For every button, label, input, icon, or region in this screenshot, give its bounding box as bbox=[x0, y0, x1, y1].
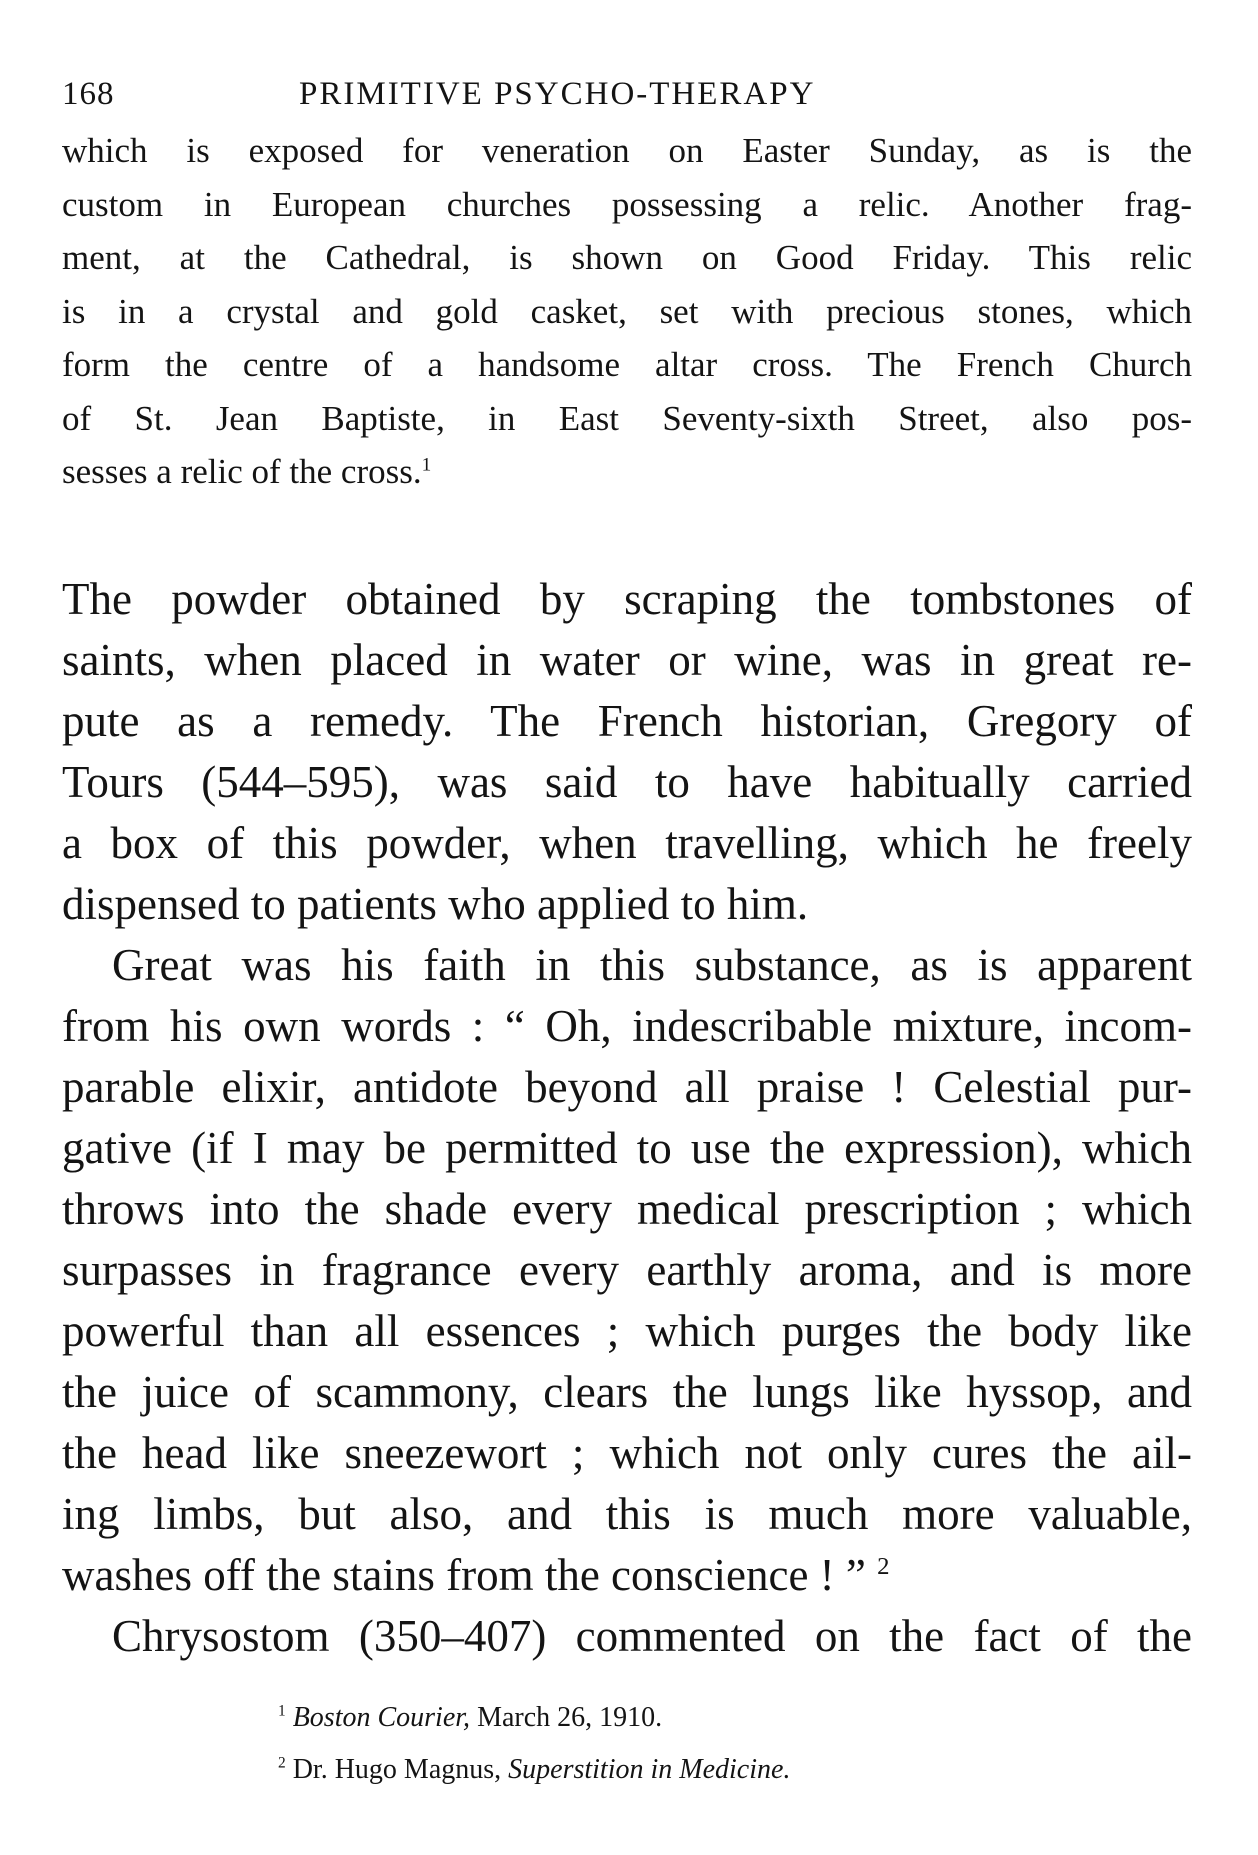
page-number: 168 bbox=[62, 76, 115, 112]
text-line: Tours (544–595), was said to have habitually carried bbox=[62, 757, 1192, 807]
paragraph-4 bbox=[62, 1606, 1192, 1667]
text-line: throws into the shade every medical prescription ; which bbox=[62, 1184, 1192, 1234]
running-title: PRIMITIVE PSYCHO-THERAPY bbox=[299, 76, 816, 112]
text-line: the head like sneezewort ; which not only cures the ail- bbox=[62, 1428, 1192, 1478]
text-line: saints, when placed in water or wine, was in great re- bbox=[62, 635, 1192, 685]
footnote-author: Dr. Hugo Magnus, bbox=[292, 1754, 509, 1785]
footnotes bbox=[278, 1692, 790, 1796]
text-line bbox=[62, 445, 1192, 499]
text-line: surpasses in fragrance every earthly aroma, and is more bbox=[62, 1245, 1192, 1295]
footnote-source-title: Boston Courier, bbox=[292, 1702, 471, 1733]
text-line: ing limbs, but also, and this is much more valuable, bbox=[62, 1489, 1192, 1539]
paragraph-3 bbox=[62, 935, 1192, 1606]
text-line: Chrysostom (350–407) commented on the fact of the bbox=[112, 1611, 1192, 1661]
text-line: dispensed to patients who applied to him. bbox=[62, 879, 809, 929]
footnote-1 bbox=[278, 1692, 790, 1744]
text-line: from his own words : “ Oh, indescribable mixture, incom- bbox=[62, 1001, 1192, 1051]
text-line: of St. Jean Baptiste, in East Seventy-sixth Street, also pos- bbox=[62, 398, 1192, 438]
text-line-content: washes off the stains from the conscience ! ” bbox=[62, 1550, 866, 1600]
text-line: which is exposed for veneration on Easter Sunday, as is the bbox=[62, 131, 1192, 170]
text-line: custom in European churches possessing a relic. Another frag- bbox=[62, 184, 1192, 224]
text-line: The powder obtained by scraping the tombstones of bbox=[62, 574, 1192, 624]
text-line-content: sesses a relic of the cross. bbox=[62, 452, 422, 491]
page-header bbox=[62, 76, 1192, 116]
text-line: form the centre of a handsome altar cross. The French Church bbox=[62, 345, 1192, 384]
text-line: the juice of scammony, clears the lungs like hyssop, and bbox=[62, 1367, 1192, 1417]
text-line: is in a crystal and gold casket, set with precious stones, which bbox=[62, 291, 1192, 331]
text-line bbox=[62, 1545, 1192, 1606]
footnote-ref-2[interactable]: 2 bbox=[877, 1553, 890, 1580]
text-line: Great was his faith in this substance, as is apparent bbox=[112, 940, 1192, 990]
text-line: ment, at the Cathedral, is shown on Good Friday. This relic bbox=[62, 238, 1192, 277]
footnote-ref-1[interactable]: 1 bbox=[421, 454, 432, 476]
text-line: gative (if I may be permitted to use the expression), which bbox=[62, 1123, 1192, 1173]
text-line: pute as a remedy. The French historian, Gregory of bbox=[62, 696, 1192, 746]
footnote-2 bbox=[278, 1744, 790, 1796]
footnote-marker: 2 bbox=[278, 1754, 286, 1772]
footnote-date: March 26, 1910. bbox=[470, 1702, 663, 1733]
text-line: a box of this powder, when travelling, which he freely bbox=[62, 818, 1192, 868]
paragraph-1 bbox=[62, 124, 1192, 499]
footnote-marker: 1 bbox=[278, 1702, 286, 1720]
paragraph-2 bbox=[62, 569, 1192, 935]
text-line: parable elixir, antidote beyond all praise ! Celestial pur- bbox=[62, 1062, 1192, 1112]
text-line: powerful than all essences ; which purges the body like bbox=[62, 1306, 1192, 1356]
footnote-source-title: Superstition in Medicine. bbox=[508, 1754, 791, 1785]
